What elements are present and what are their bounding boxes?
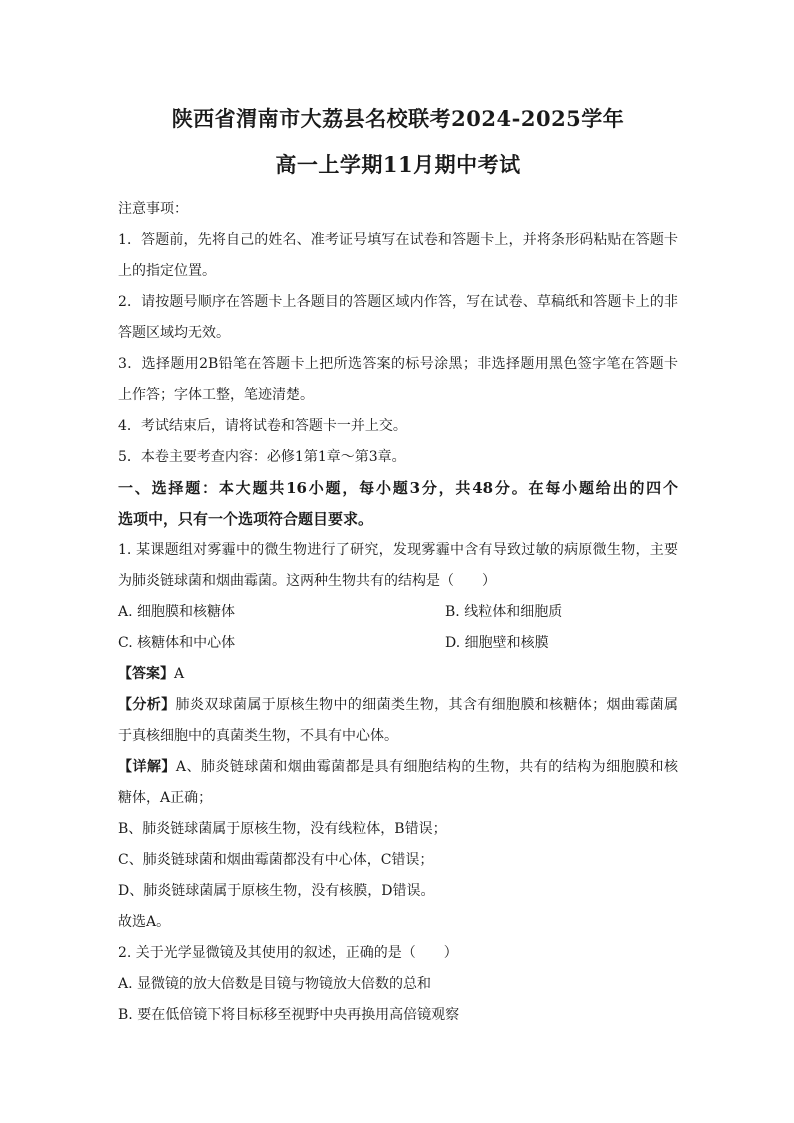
q1-analysis	[118, 690, 678, 721]
q1-answer	[118, 659, 678, 690]
notice-line: 答题区域均无效。	[118, 325, 230, 341]
notice-line: 上的指定位置。	[118, 263, 216, 279]
q1-detail-line: 糖体，A正确；	[118, 790, 213, 806]
answer-value: A	[174, 666, 185, 682]
q1-detail-line: B、肺炎链球菌属于原核生物，没有线粒体，B错误；	[118, 821, 447, 837]
q1-option-b: B. 线粒体和细胞质	[445, 604, 563, 620]
q2-stem: 2. 关于光学显微镜及其使用的叙述，正确的是（ ）	[118, 945, 458, 961]
section-heading-cont: 选项中，只有一个选项符合题目要求。	[118, 510, 374, 528]
q1-analysis-cont: 于真核细胞中的真菌类生物，不具有中心体。	[118, 728, 398, 744]
answer-tag: 【答案】	[118, 666, 174, 682]
q1-conclusion: 故选A。	[118, 914, 171, 930]
exam-title-line-1: 陕西省渭南市大荔县名校联考2024-2025学年	[171, 106, 625, 131]
q1-stem-cont: 为肺炎链球菌和烟曲霉菌。这两种生物共有的结构是（ ）	[118, 573, 496, 589]
detail-text: A、肺炎链球菌和烟曲霉菌都是具有细胞结构的生物，共有的结构为细胞膜和核	[175, 759, 679, 775]
q1-option-c: C. 核糖体和中心体	[118, 635, 236, 651]
notice-line: 5．本卷主要考查内容：必修1第1章～第3章。	[118, 449, 406, 465]
detail-tag: 【详解】	[118, 759, 176, 775]
q1-stem: 1. 某课题组对雾霾中的微生物进行了研究，发现雾霾中含有导致过敏的病原微生物，主要	[118, 542, 678, 558]
notice-heading: 注意事项：	[118, 201, 188, 217]
exam-title-line-2: 高一上学期11月期中考试	[275, 152, 521, 177]
q1-detail-line: C、肺炎链球菌和烟曲霉菌都没有中心体，C错误；	[118, 852, 434, 868]
notice-line: 4．考试结束后，请将试卷和答题卡一并上交。	[118, 418, 407, 434]
exam-body	[118, 194, 678, 1031]
q1-options-row-1	[118, 597, 678, 628]
analysis-text: 肺炎双球菌属于原核生物中的细菌类生物，其含有细胞膜和核糖体；烟曲霉菌属	[175, 697, 679, 713]
analysis-tag: 【分析】	[118, 697, 176, 713]
q1-option-a: A. 细胞膜和核糖体	[118, 604, 236, 620]
q2-option-a: A. 显微镜的放大倍数是目镜与物镜放大倍数的总和	[118, 976, 432, 992]
q1-options-row-2	[118, 628, 678, 659]
q1-detail-line: D、肺炎链球菌属于原核生物，没有核膜，D错误。	[118, 883, 435, 899]
notice-line: 2．请按题号顺序在答题卡上各题目的答题区域内作答，写在试卷、草稿纸和答题卡上的非	[118, 294, 678, 310]
notice-line: 1．答题前，先将自己的姓名、准考证号填写在试卷和答题卡上，并将条形码粘贴在答题卡	[118, 232, 678, 248]
q2-option-b: B. 要在低倍镜下将目标移至视野中央再换用高倍镜观察	[118, 1007, 460, 1023]
notice-line: 上作答；字体工整，笔迹清楚。	[118, 387, 314, 403]
q1-option-d: D. 细胞壁和核膜	[445, 635, 549, 651]
q1-detail	[118, 752, 678, 783]
notice-line: 3．选择题用2B铅笔在答题卡上把所选答案的标号涂黑；非选择题用黑色签字笔在答题卡	[118, 356, 678, 372]
section-heading: 一、选择题：本大题共16小题，每小题3分，共48分。在每小题给出的四个	[118, 479, 678, 497]
exam-page	[118, 98, 678, 1031]
